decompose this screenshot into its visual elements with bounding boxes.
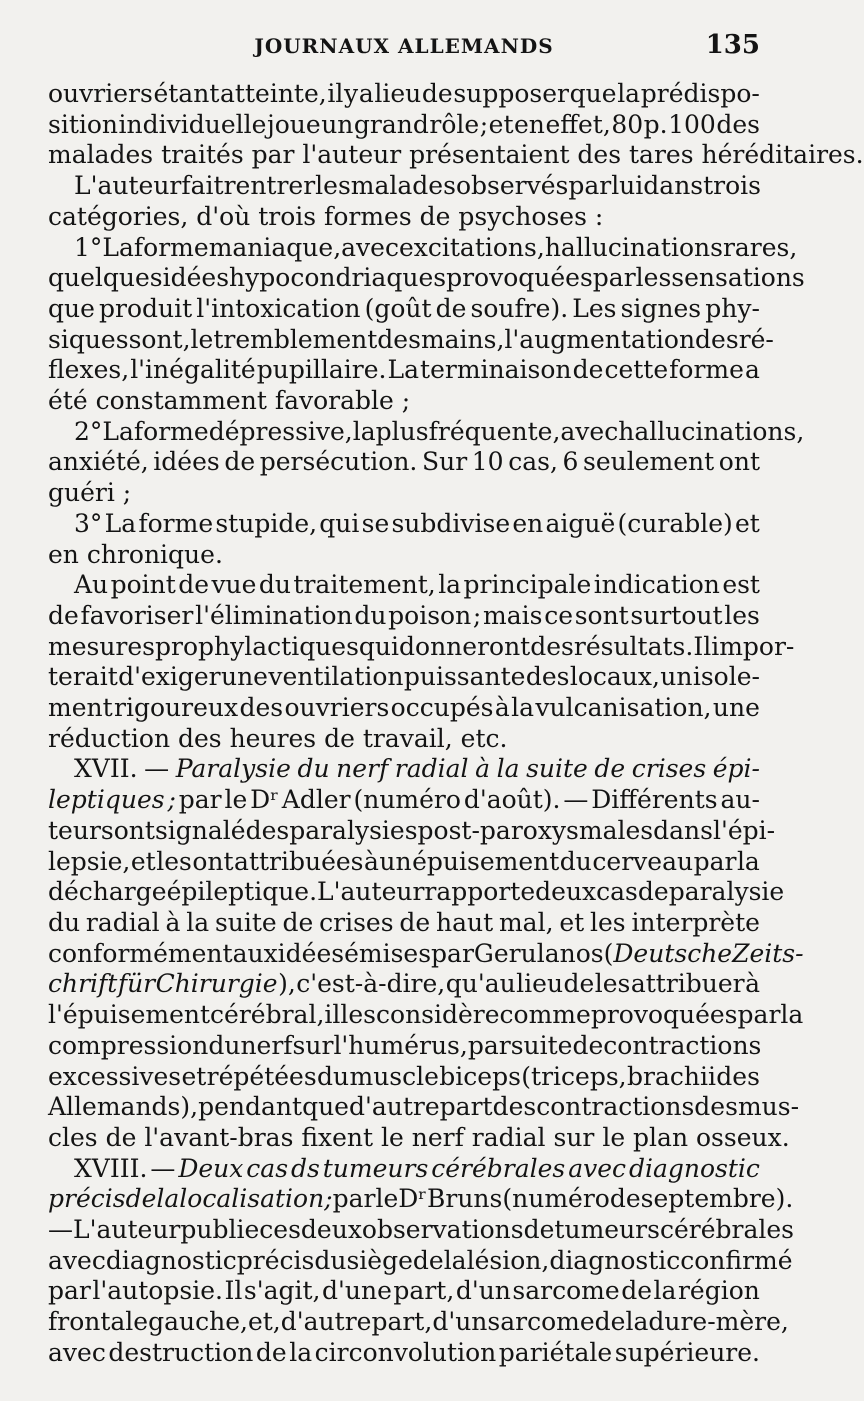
text-line: compression du nerf sur l'humérus, par suite de contractions <box>48 1030 762 1060</box>
text-line: malades traités par l'auteur présentaient des tares héréditaires. <box>48 140 864 170</box>
text-line: du radial à la suite de crises de haut mal, et les interprète <box>48 907 760 937</box>
text-line: été constamment favorable ; <box>48 386 411 416</box>
text-line: conformément aux idées émises par Gerulanos ( Deutsche Zeits- <box>48 938 804 968</box>
text-line: décharge épileptique. L'auteur rapporte deux cas de paralysie <box>48 877 785 907</box>
text-line: chrift für Chirurgie ), c'est-à-dire, qu'au lieu de les attribuer à <box>48 969 760 999</box>
text-line: L'auteur fait rentrer les malades observés par lui dans trois <box>74 171 761 201</box>
page-header <box>48 30 760 64</box>
text-line: — L'auteur publie ces deux observations de tumeurs cérébrales <box>48 1215 794 1245</box>
text-line: ouvriers étant atteinte, il y a lieu de supposer que la prédispo- <box>48 79 760 108</box>
text-line: leptiques ; par le Dʳ Adler (numéro d'août). — Différents au- <box>48 785 760 815</box>
text-line: mesures prophylactiques qui donneront des résultats. Il impor- <box>48 631 795 661</box>
text-line: flexes, l'inégalité pupillaire. La terminaison de cette forme a <box>48 355 760 385</box>
text-line: précis de la localisation ; par le Dʳ Bruns (numéro de septembre). <box>48 1184 794 1214</box>
text-line: de favoriser l'élimination du poison ; mais ce sont surtout les <box>48 600 760 630</box>
text-line: avec diagnostic précis du siège de la lésion, diagnostic confirmé <box>48 1245 793 1275</box>
text-line: guéri ; <box>48 478 132 508</box>
text-line: terait d'exiger une ventilation puissante des locaux, un isole- <box>48 662 760 692</box>
text-line: lepsie, et les ont attribuées à un épuisement du cerveau par la <box>48 846 760 876</box>
text-line: Au point de vue du traitement, la principale indication est <box>74 570 760 600</box>
text-line: anxiété, idées de persécution. Sur 10 cas, 6 seulement ont <box>48 447 760 477</box>
text-line: avec destruction de la circonvolution pariétale supérieure. <box>48 1337 760 1367</box>
text-line: quelques idées hypocondriaques provoquées par les sensations <box>48 263 805 293</box>
running-title: JOURNAUX ALLEMANDS <box>254 34 554 58</box>
text-line: l'épuisement cérébral, il les considère comme provoquées par la <box>48 1000 804 1030</box>
text-line: cles de l'avant-bras fixent le nerf radial sur le plan osseux. <box>48 1122 790 1152</box>
text-line: XVII. — Paralysie du nerf radial à la suite de crises épi- <box>74 754 760 784</box>
text-line: que produit l'intoxication (goût de soufre). Les signes phy- <box>48 293 760 323</box>
text-line: réduction des heures de travail, etc. <box>48 723 508 753</box>
body-text <box>48 79 864 1369</box>
text-line: catégories, d'où trois formes de psychoses : <box>48 201 604 231</box>
text-line: teurs ont signalé des paralysies post-paroxysmales dans l'épi- <box>48 815 776 845</box>
text-line: 1° La forme maniaque, avec excitations, hallucinations rares, <box>74 232 798 262</box>
text-line: ment rigoureux des ouvriers occupés à la vulcanisation, une <box>48 693 760 723</box>
text-line: 3° La forme stupide, qui se subdivise en aiguë (curable) et <box>74 508 760 538</box>
text-line: siques sont, le tremblement des mains, l'augmentation des ré- <box>48 324 774 354</box>
text-line: Allemands), pendant que d'autre part des contractions des mus- <box>48 1092 800 1122</box>
text-line: excessives et répétées du muscle biceps (triceps, brachii des <box>48 1061 760 1091</box>
text-line: sition individuelle joue un grand rôle ; et en effet, 80 p. 100 des <box>48 109 760 139</box>
text-line: XVIII. — Deux cas ds tumeurs cérébrales avec diagnostic <box>74 1153 760 1183</box>
text-line: 2° La forme dépressive, la plus fréquente, avec hallucinations, <box>74 416 805 446</box>
page-number: 135 <box>705 30 760 60</box>
text-line: par l'autopsie. Il s'agit, d'une part, d'un sarcome de la région <box>48 1276 760 1306</box>
text-line: frontale gauche, et, d'autre part, d'un sarcome de la dure-mère, <box>48 1307 789 1337</box>
text-line: en chronique. <box>48 539 223 569</box>
